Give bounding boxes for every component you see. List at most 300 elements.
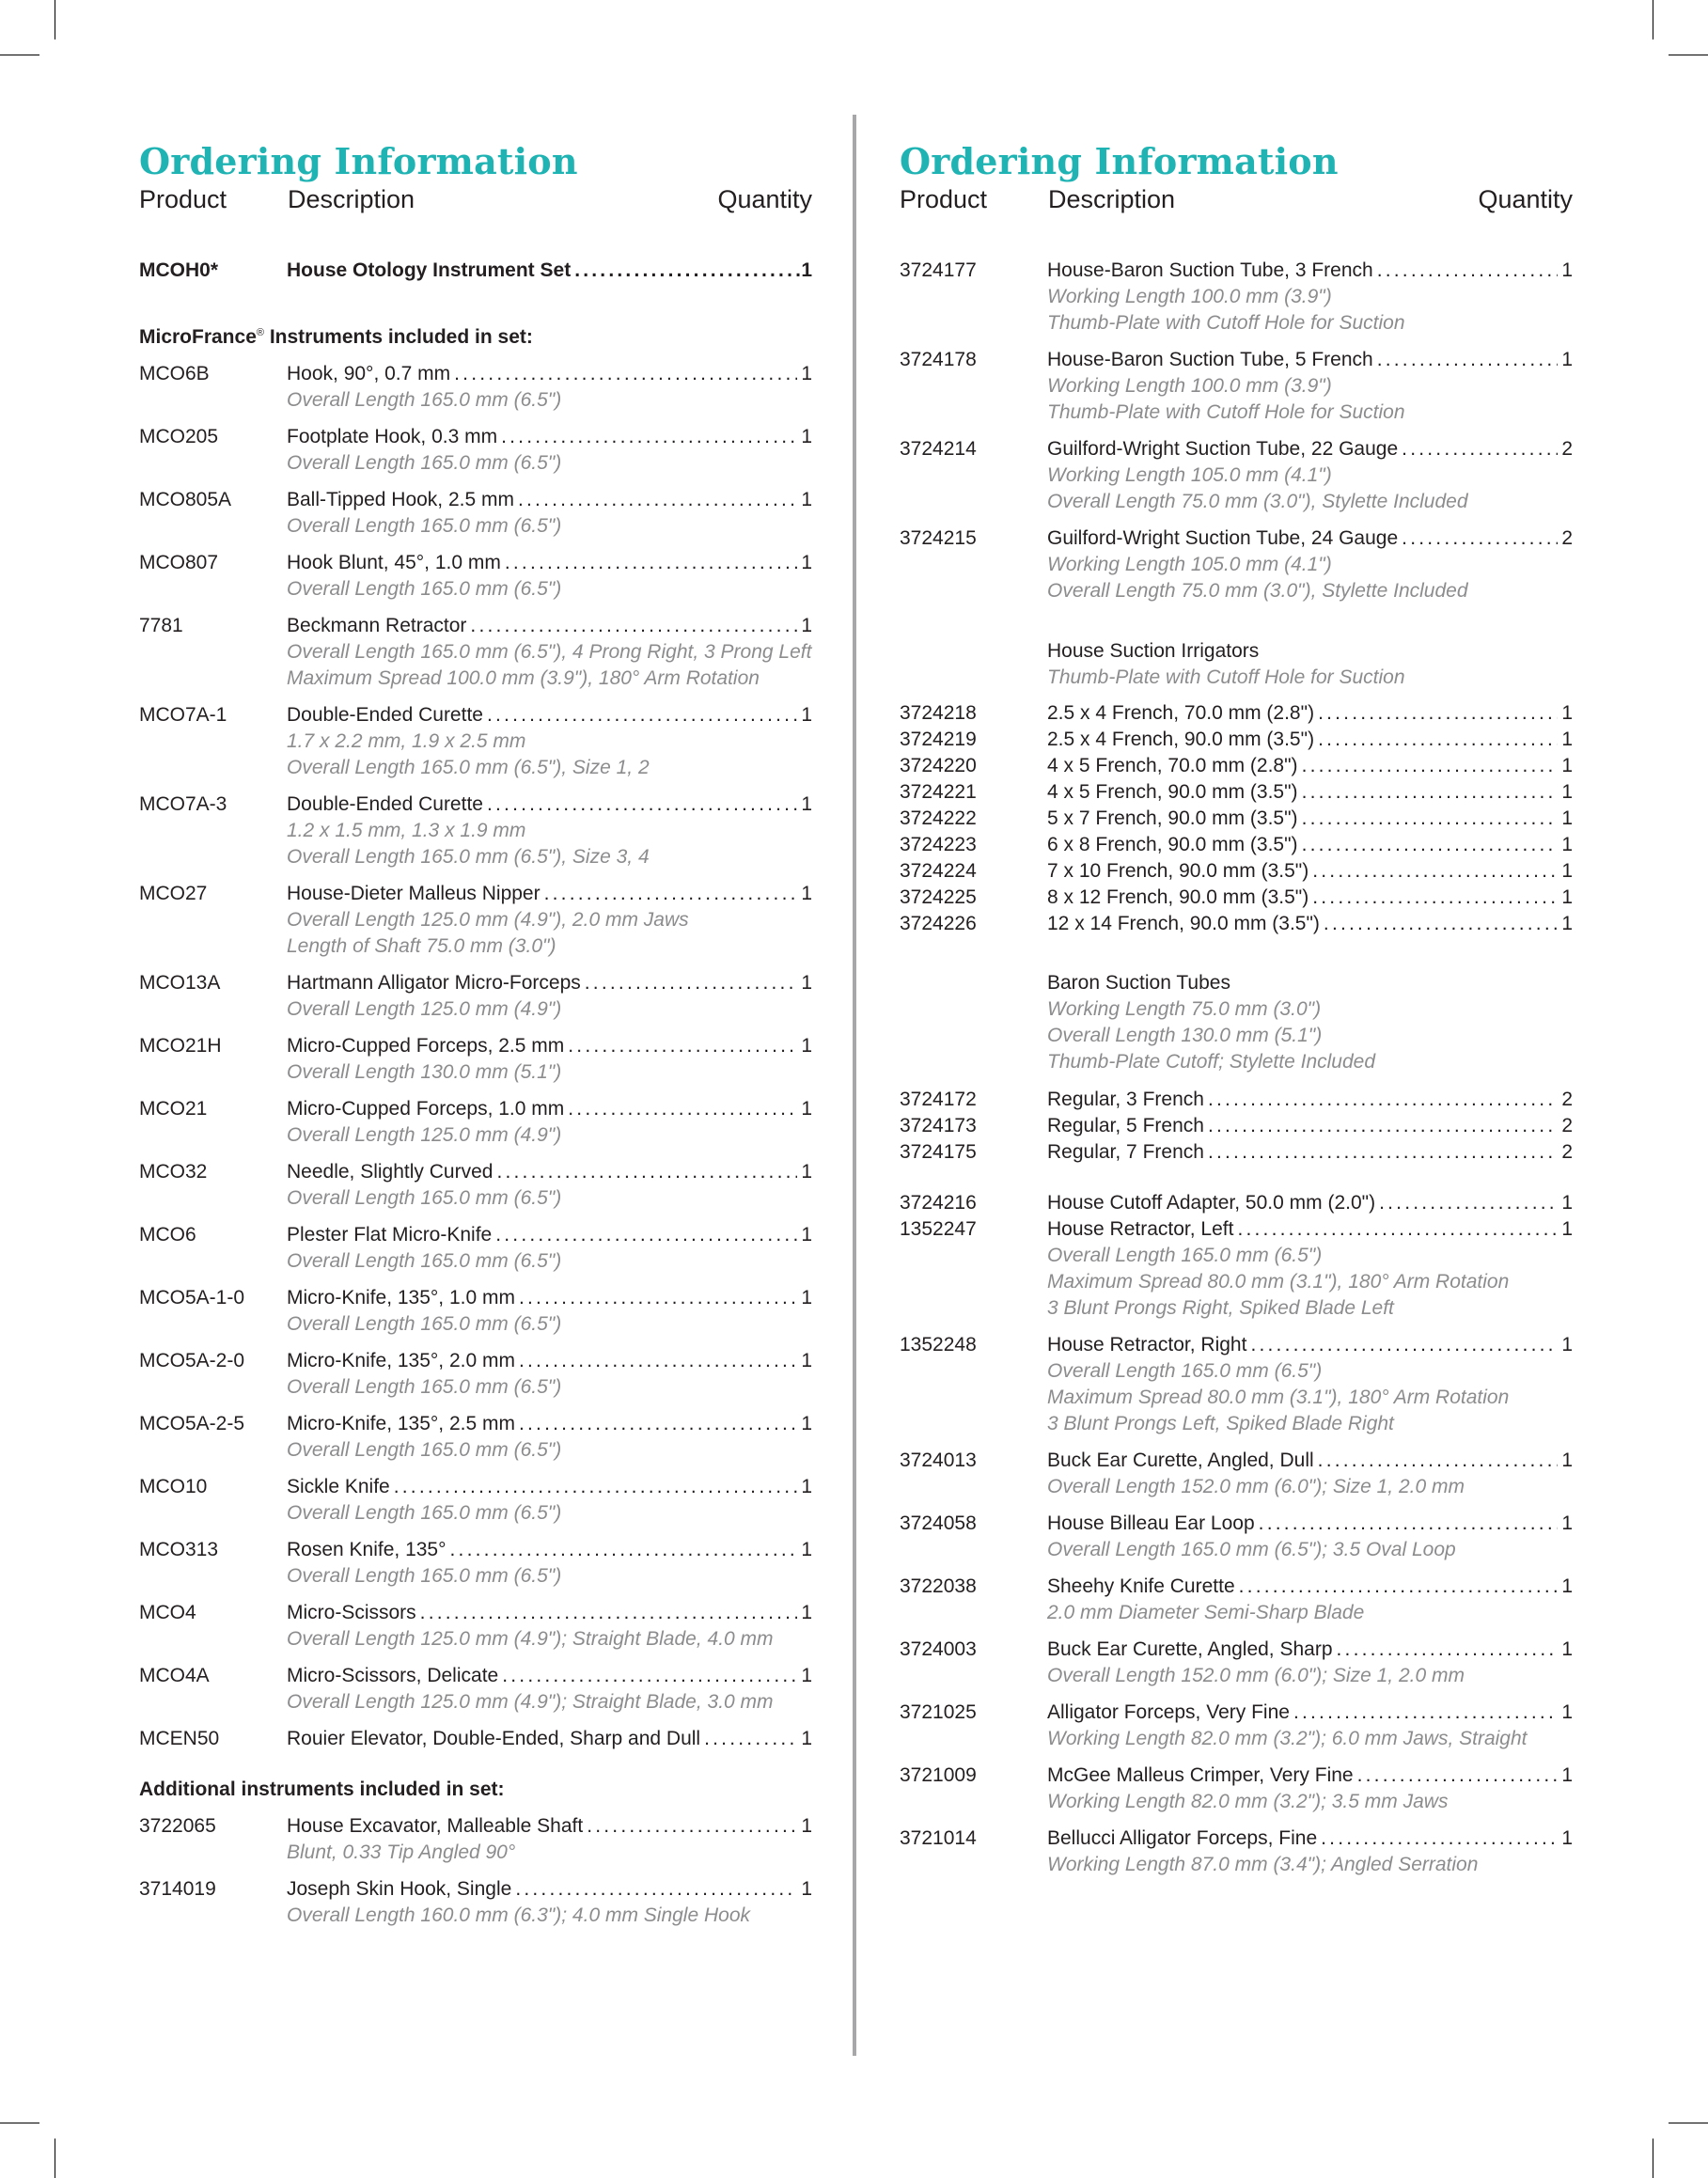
product-code: MCO21H	[139, 1035, 222, 1057]
product-detail: Overall Length 165.0 mm (6.5")	[287, 1439, 562, 1461]
product-description: 2.5 x 4 French, 90.0 mm (3.5")	[1047, 729, 1315, 750]
product-code: MCO313	[139, 1539, 219, 1560]
list-item	[139, 1096, 812, 1149]
dot-leader	[1324, 911, 1558, 937]
product-detail: Overall Length 165.0 mm (6.5")	[287, 515, 562, 537]
product-code: 3724220	[900, 755, 977, 776]
dot-leader	[1377, 258, 1558, 284]
product-code: MCOH0*	[139, 259, 219, 281]
product-code: 3724013	[900, 1449, 977, 1471]
product-description: Bellucci Alligator Forceps, Fine	[1047, 1827, 1318, 1849]
product-code: 3724222	[900, 807, 977, 829]
list-item	[900, 1637, 1573, 1689]
product-quantity: 2	[1561, 438, 1573, 460]
product-code: MCEN50	[139, 1728, 220, 1749]
list-item	[139, 424, 812, 477]
product-detail: Overall Length 165.0 mm (6.5")	[287, 1565, 562, 1587]
irrigators-heading: House Suction Irrigators	[1047, 640, 1260, 662]
product-detail: Maximum Spread 100.0 mm (3.9"), 180° Arm Rotation	[287, 667, 760, 689]
dot-leader	[519, 1285, 797, 1311]
product-detail: Working Length 105.0 mm (4.1")	[1047, 554, 1332, 575]
product-description: House Retractor, Right	[1047, 1334, 1247, 1355]
product-code: MCO7A-1	[139, 704, 227, 726]
product-quantity: 1	[801, 1476, 812, 1497]
list-item	[139, 1813, 812, 1866]
dot-leader	[502, 1663, 797, 1689]
product-code: 3721009	[900, 1764, 977, 1786]
product-code: MCO807	[139, 552, 219, 573]
product-quantity: 1	[801, 259, 812, 281]
dot-leader	[518, 487, 797, 513]
product-detail: Overall Length 165.0 mm (6.5")	[287, 1250, 562, 1272]
product-code: MCO13A	[139, 972, 221, 994]
product-description: Micro-Scissors, Delicate	[287, 1665, 499, 1686]
set-item	[139, 258, 812, 284]
product-description: Rouier Elevator, Double-Ended, Sharp and Dull	[287, 1728, 701, 1749]
list-item	[900, 832, 1573, 858]
product-quantity: 1	[1561, 755, 1573, 776]
product-quantity: 1	[801, 1602, 812, 1623]
product-code: 3724003	[900, 1638, 977, 1660]
dot-leader	[1302, 779, 1558, 806]
list-item	[139, 1348, 812, 1401]
dot-leader	[470, 613, 797, 639]
product-code: MCO5A-2-0	[139, 1350, 245, 1371]
list-item	[900, 806, 1573, 832]
product-code: 3724226	[900, 913, 977, 934]
heading-brand: MicroFrance	[139, 326, 257, 348]
product-quantity: 1	[801, 793, 812, 815]
product-quantity: 1	[1561, 834, 1573, 855]
product-quantity: 1	[1561, 259, 1573, 281]
product-code: MCO21	[139, 1098, 208, 1120]
dot-leader	[519, 1348, 797, 1374]
product-description: 4 x 5 French, 90.0 mm (3.5")	[1047, 781, 1298, 803]
product-detail: Overall Length 165.0 mm (6.5"), 4 Prong Right, 3 Prong Left	[287, 641, 812, 663]
list-item	[900, 1113, 1573, 1139]
product-code: MCO5A-2-5	[139, 1413, 245, 1434]
product-quantity: 1	[1561, 1701, 1573, 1723]
product-detail: Overall Length 165.0 mm (6.5")	[287, 1502, 562, 1524]
product-description: Micro-Knife, 135°, 1.0 mm	[287, 1287, 515, 1308]
product-quantity: 1	[801, 1098, 812, 1120]
product-description: Guilford-Wright Suction Tube, 24 Gauge	[1047, 527, 1399, 549]
product-code: 3724175	[900, 1141, 977, 1163]
dot-leader	[1302, 753, 1558, 779]
dot-leader	[454, 361, 797, 387]
list-item	[139, 1876, 812, 1929]
dot-leader	[1318, 700, 1558, 727]
list-item	[900, 1448, 1573, 1500]
list-item	[139, 613, 812, 692]
product-quantity: 1	[801, 1350, 812, 1371]
product-code: 3724215	[900, 527, 977, 549]
product-description: Ball-Tipped Hook, 2.5 mm	[287, 489, 514, 510]
product-description: 4 x 5 French, 70.0 mm (2.8")	[1047, 755, 1298, 776]
dot-leader	[1208, 1113, 1558, 1139]
product-description: 7 x 10 French, 90.0 mm (3.5")	[1047, 860, 1309, 882]
dot-leader	[501, 424, 797, 450]
list-item	[139, 970, 812, 1023]
list-item	[900, 779, 1573, 806]
product-detail: Length of Shaft 75.0 mm (3.0")	[287, 935, 556, 957]
product-description: House Billeau Ear Loop	[1047, 1512, 1255, 1534]
product-quantity: 1	[801, 704, 812, 726]
product-detail: Thumb-Plate with Cutoff Hole for Suction	[1047, 401, 1405, 423]
product-quantity: 1	[1561, 781, 1573, 803]
product-quantity: 1	[801, 426, 812, 447]
baron-note-1: Working Length 75.0 mm (3.0")	[1047, 998, 1322, 1020]
list-item	[900, 436, 1573, 515]
product-code: MCO6	[139, 1224, 196, 1246]
product-description: Buck Ear Curette, Angled, Dull	[1047, 1449, 1314, 1471]
product-quantity: 1	[801, 552, 812, 573]
product-quantity: 1	[1561, 1218, 1573, 1240]
list-item	[900, 858, 1573, 885]
product-quantity: 1	[801, 363, 812, 384]
product-code: 3724223	[900, 834, 977, 855]
list-item	[900, 1087, 1573, 1113]
product-description: Beckmann Retractor	[287, 615, 467, 636]
product-code: 3714019	[139, 1878, 216, 1900]
product-quantity: 1	[1561, 349, 1573, 370]
product-description: Needle, Slightly Curved	[287, 1161, 494, 1183]
product-detail: Overall Length 165.0 mm (6.5")	[1047, 1245, 1323, 1266]
product-detail: Overall Length 165.0 mm (6.5")	[1047, 1360, 1323, 1382]
list-item	[139, 702, 812, 781]
dot-leader	[496, 1159, 797, 1185]
product-detail: Overall Length 160.0 mm (6.3"); 4.0 mm Single Hook	[287, 1904, 751, 1926]
dot-leader	[568, 1033, 797, 1059]
product-description: House-Dieter Malleus Nipper	[287, 883, 541, 904]
product-detail: Overall Length 165.0 mm (6.5")	[287, 1376, 562, 1398]
product-detail: 3 Blunt Prongs Left, Spiked Blade Right	[1047, 1413, 1394, 1434]
product-description: Alligator Forceps, Very Fine	[1047, 1701, 1290, 1723]
product-code: 1352247	[900, 1218, 977, 1240]
product-description: Buck Ear Curette, Angled, Sharp	[1047, 1638, 1333, 1660]
header-description: Description	[288, 185, 415, 213]
product-detail: Overall Length 165.0 mm (6.5")	[287, 452, 562, 474]
dot-leader	[585, 970, 797, 996]
product-description: Micro-Knife, 135°, 2.0 mm	[287, 1350, 515, 1371]
product-code: 3721025	[900, 1701, 977, 1723]
product-quantity: 1	[1561, 702, 1573, 724]
product-detail: Overall Length 152.0 mm (6.0"); Size 1, 2.0 mm	[1047, 1476, 1465, 1497]
product-detail: Overall Length 165.0 mm (6.5")	[287, 1313, 562, 1335]
product-detail: Thumb-Plate with Cutoff Hole for Suction	[1047, 312, 1405, 334]
product-code: 1352248	[900, 1334, 977, 1355]
product-quantity: 1	[1561, 807, 1573, 829]
list-item	[900, 1763, 1573, 1815]
dot-leader	[1357, 1763, 1558, 1789]
list-item	[139, 550, 812, 603]
dot-leader	[1321, 1825, 1558, 1852]
list-item	[139, 361, 812, 414]
product-detail: Working Length 105.0 mm (4.1")	[1047, 464, 1332, 486]
dot-leader	[420, 1600, 797, 1626]
product-code: 3724221	[900, 781, 977, 803]
dot-leader	[1239, 1574, 1558, 1600]
list-item	[900, 1511, 1573, 1563]
right-column	[900, 141, 1573, 1878]
dot-leader	[1250, 1332, 1558, 1358]
product-code: 3724058	[900, 1512, 977, 1534]
product-description: Hook Blunt, 45°, 1.0 mm	[287, 552, 501, 573]
product-description: Regular, 5 French	[1047, 1115, 1204, 1136]
product-quantity: 1	[801, 1728, 812, 1749]
product-description: Regular, 3 French	[1047, 1089, 1204, 1110]
dot-leader	[394, 1474, 797, 1500]
product-quantity: 2	[1561, 527, 1573, 549]
product-quantity: 1	[801, 1539, 812, 1560]
dot-leader	[1402, 436, 1558, 462]
list-item	[139, 1474, 812, 1527]
list-item	[900, 1825, 1573, 1878]
product-code: MCO205	[139, 426, 219, 447]
product-code: 3722065	[139, 1815, 216, 1837]
dot-leader	[1208, 1087, 1558, 1113]
product-detail: Overall Length 75.0 mm (3.0"), Stylette Included	[1047, 491, 1468, 512]
product-quantity: 1	[1561, 1334, 1573, 1355]
product-code: 3721014	[900, 1827, 977, 1849]
misc-list	[900, 1332, 1573, 1878]
list-item	[900, 1190, 1573, 1216]
dot-leader	[1259, 1511, 1558, 1537]
dot-leader	[704, 1726, 797, 1752]
product-description: Micro-Cupped Forceps, 1.0 mm	[287, 1098, 565, 1120]
product-description: House Retractor, Left	[1047, 1218, 1234, 1240]
product-description: Sickle Knife	[287, 1476, 390, 1497]
product-code: MCO805A	[139, 489, 232, 510]
list-item	[139, 1537, 812, 1590]
product-detail: Overall Length 165.0 mm (6.5"), Size 3, 4	[287, 846, 650, 868]
product-detail: Overall Length 125.0 mm (4.9"); Straight Blade, 4.0 mm	[287, 1628, 774, 1650]
product-quantity: 1	[1561, 913, 1573, 934]
product-detail: 2.0 mm Diameter Semi-Sharp Blade	[1047, 1602, 1365, 1623]
list-item	[900, 753, 1573, 779]
product-description: House Excavator, Malleable Shaft	[287, 1815, 584, 1837]
product-detail: Working Length 87.0 mm (3.4"); Angled Serration	[1047, 1854, 1479, 1875]
product-detail: Overall Length 165.0 mm (6.5")	[287, 389, 562, 411]
list-item	[900, 885, 1573, 911]
column-divider	[853, 115, 856, 2056]
dot-leader	[568, 1096, 797, 1122]
product-detail: Overall Length 165.0 mm (6.5"); 3.5 Oval Loop	[1047, 1539, 1456, 1560]
product-description: Hook, 90°, 0.7 mm	[287, 363, 451, 384]
product-description: Micro-Scissors	[287, 1602, 416, 1623]
column-headers	[139, 182, 812, 218]
product-code: MCO7A-3	[139, 793, 227, 815]
dot-leader	[544, 881, 797, 907]
product-detail: Overall Length 125.0 mm (4.9")	[287, 998, 562, 1020]
product-description: Sheehy Knife Curette	[1047, 1575, 1235, 1597]
list-item	[900, 525, 1573, 604]
list-item	[139, 1411, 812, 1464]
product-quantity: 1	[801, 1161, 812, 1183]
product-description: Hartmann Alligator Micro-Forceps	[287, 972, 581, 994]
product-code: 7781	[139, 615, 183, 636]
dot-leader	[519, 1411, 797, 1437]
product-description: Joseph Skin Hook, Single	[287, 1878, 512, 1900]
dot-leader	[450, 1537, 797, 1563]
baron-note-2: Overall Length 130.0 mm (5.1")	[1047, 1025, 1323, 1046]
product-quantity: 1	[1561, 1764, 1573, 1786]
dot-leader	[1402, 525, 1558, 552]
baron-list	[900, 1087, 1573, 1166]
product-code: MCO6B	[139, 363, 210, 384]
dot-leader	[1302, 832, 1558, 858]
product-description: 12 x 14 French, 90.0 mm (3.5")	[1047, 913, 1320, 934]
product-detail: Overall Length 165.0 mm (6.5")	[287, 578, 562, 600]
product-description: House Otology Instrument Set	[287, 259, 572, 281]
product-description: Plester Flat Micro-Knife	[287, 1224, 493, 1246]
list-item	[900, 727, 1573, 753]
product-detail: Working Length 82.0 mm (3.2"); 6.0 mm Jaws, Straight	[1047, 1728, 1528, 1749]
product-quantity: 1	[801, 1035, 812, 1057]
product-description: House Cutoff Adapter, 50.0 mm (2.0")	[1047, 1192, 1376, 1214]
product-description: Guilford-Wright Suction Tube, 22 Gauge	[1047, 438, 1399, 460]
page-title: Ordering Information	[139, 140, 578, 182]
product-description: Double-Ended Curette	[287, 793, 483, 815]
list-item	[900, 700, 1573, 727]
product-quantity: 1	[1561, 1575, 1573, 1597]
baron-heading: Baron Suction Tubes	[1047, 972, 1230, 994]
dot-leader	[1312, 858, 1558, 885]
product-quantity: 2	[1561, 1089, 1573, 1110]
list-item	[900, 1332, 1573, 1437]
dot-leader	[574, 258, 801, 284]
product-code: 3724172	[900, 1089, 977, 1110]
header-product: Product	[900, 185, 988, 213]
product-description: Footplate Hook, 0.3 mm	[287, 426, 498, 447]
product-code: MCO10	[139, 1476, 208, 1497]
header-quantity: Quantity	[717, 185, 812, 213]
product-code: MCO27	[139, 883, 208, 904]
misc-compact-list	[900, 1190, 1573, 1322]
list-item	[900, 347, 1573, 426]
product-description: 2.5 x 4 French, 70.0 mm (2.8")	[1047, 702, 1315, 724]
additional-list	[139, 1813, 812, 1929]
product-code: 3724178	[900, 349, 977, 370]
header-description: Description	[1048, 185, 1176, 213]
left-column	[139, 141, 812, 1929]
product-quantity: 1	[1561, 1638, 1573, 1660]
product-detail: Overall Length 165.0 mm (6.5")	[287, 1187, 562, 1209]
product-quantity: 1	[801, 1815, 812, 1837]
list-item	[139, 1222, 812, 1275]
product-quantity: 2	[1561, 1141, 1573, 1163]
product-description: Regular, 7 French	[1047, 1141, 1204, 1163]
microfrance-list	[139, 361, 812, 1752]
microfrance-heading	[139, 320, 812, 351]
list-item	[139, 1033, 812, 1086]
list-item	[139, 791, 812, 870]
product-description: 6 x 8 French, 90.0 mm (3.5")	[1047, 834, 1298, 855]
dot-leader	[1379, 1190, 1558, 1216]
product-description: 8 x 12 French, 90.0 mm (3.5")	[1047, 886, 1309, 908]
product-quantity: 1	[1561, 729, 1573, 750]
heading-rest: Instruments included in set:	[263, 326, 533, 348]
product-code: 3722038	[900, 1575, 977, 1597]
list-item	[900, 1139, 1573, 1166]
product-quantity: 1	[801, 489, 812, 510]
irrigators-list	[900, 700, 1573, 937]
product-code: 3724219	[900, 729, 977, 750]
product-code: MCO4	[139, 1602, 196, 1623]
product-detail: Blunt, 0.33 Tip Angled 90°	[287, 1841, 516, 1863]
product-code: 3724224	[900, 860, 977, 882]
dot-leader	[1293, 1700, 1558, 1726]
product-detail: 1.7 x 2.2 mm, 1.9 x 2.5 mm	[287, 730, 526, 752]
product-code: 3724216	[900, 1192, 977, 1214]
product-description: House-Baron Suction Tube, 3 French	[1047, 259, 1373, 281]
product-detail: Overall Length 75.0 mm (3.0"), Stylette Included	[1047, 580, 1468, 602]
product-quantity: 1	[1561, 860, 1573, 882]
product-quantity: 1	[801, 615, 812, 636]
list-item	[139, 487, 812, 540]
list-item	[900, 258, 1573, 337]
product-quantity: 1	[1561, 1449, 1573, 1471]
product-code: MCO32	[139, 1161, 208, 1183]
suction-tube-list	[900, 258, 1573, 604]
product-description: McGee Malleus Crimper, Very Fine	[1047, 1764, 1354, 1786]
product-code: 3724218	[900, 702, 977, 724]
dot-leader	[1318, 1448, 1558, 1474]
product-quantity: 1	[1561, 1827, 1573, 1849]
product-quantity: 1	[801, 1287, 812, 1308]
product-detail: Maximum Spread 80.0 mm (3.1"), 180° Arm Rotation	[1047, 1271, 1510, 1293]
product-code: MCO5A-1-0	[139, 1287, 245, 1308]
product-code: 3724177	[900, 259, 977, 281]
product-detail: Overall Length 152.0 mm (6.0"); Size 1, 2.0 mm	[1047, 1665, 1465, 1686]
dot-leader	[1377, 347, 1558, 373]
product-description: House-Baron Suction Tube, 5 French	[1047, 349, 1373, 370]
product-code: 3724214	[900, 438, 977, 460]
list-item	[139, 1726, 812, 1752]
product-quantity: 1	[1561, 1192, 1573, 1214]
product-detail: Overall Length 125.0 mm (4.9"), 2.0 mm Jaws	[287, 909, 689, 931]
dot-leader	[487, 791, 797, 818]
product-quantity: 1	[1561, 1512, 1573, 1534]
header-product: Product	[139, 185, 227, 213]
product-description: 5 x 7 French, 90.0 mm (3.5")	[1047, 807, 1298, 829]
product-code: MCO4A	[139, 1665, 210, 1686]
dot-leader	[1208, 1139, 1558, 1166]
product-quantity: 1	[801, 1878, 812, 1900]
product-quantity: 1	[1561, 886, 1573, 908]
product-detail: Overall Length 130.0 mm (5.1")	[287, 1061, 562, 1083]
dot-leader	[495, 1222, 797, 1248]
page-title-right: Ordering Information	[900, 140, 1339, 182]
product-detail: Overall Length 125.0 mm (4.9")	[287, 1124, 562, 1146]
registered-mark: ®	[256, 327, 264, 338]
product-detail: Overall Length 165.0 mm (6.5"), Size 1, 2	[287, 757, 650, 778]
list-item	[139, 881, 812, 960]
product-quantity: 1	[801, 883, 812, 904]
dot-leader	[1237, 1216, 1558, 1243]
product-detail: 3 Blunt Prongs Right, Spiked Blade Left	[1047, 1297, 1394, 1319]
product-detail: Overall Length 125.0 mm (4.9"); Straight Blade, 3.0 mm	[287, 1691, 774, 1713]
dot-leader	[505, 550, 797, 576]
product-quantity: 1	[801, 972, 812, 994]
product-description: Micro-Cupped Forceps, 2.5 mm	[287, 1035, 565, 1057]
product-quantity: 1	[801, 1665, 812, 1686]
dot-leader	[1337, 1637, 1558, 1663]
product-code: 3724173	[900, 1115, 977, 1136]
product-description: Double-Ended Curette	[287, 704, 483, 726]
list-item	[900, 1574, 1573, 1626]
dot-leader	[587, 1813, 797, 1840]
